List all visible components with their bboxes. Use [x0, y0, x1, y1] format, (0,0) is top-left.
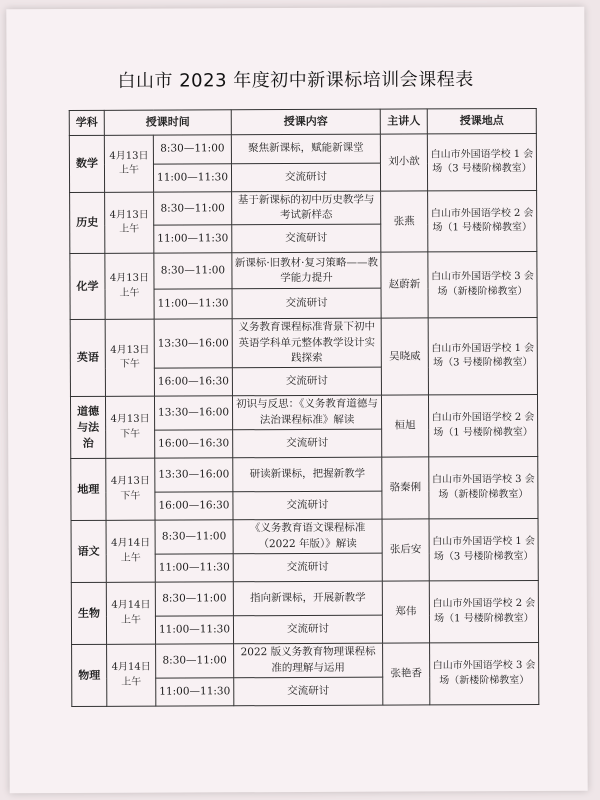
date-text: 4月13日: [109, 273, 150, 285]
table-row: [71, 457, 538, 493]
session1-time: 8:30—11:00: [154, 192, 232, 226]
session2-content: 交流研讨: [234, 677, 383, 706]
date-cell: [106, 458, 155, 520]
period-text: 下午: [119, 358, 140, 371]
header-content: 授课内容: [231, 109, 380, 135]
session1-time: 8:30—11:00: [156, 644, 234, 678]
table-row: [70, 395, 537, 431]
session1-time: 8:30—11:00: [154, 253, 232, 289]
period-text: 上午: [118, 164, 140, 176]
session2-time: 11:00—11:30: [154, 225, 232, 253]
subject-cell: 化学: [70, 254, 105, 320]
table-row: [70, 190, 537, 225]
subject-cell: 英语: [70, 320, 105, 397]
table-row: [71, 581, 538, 617]
session2-time: 11:00—11:30: [155, 554, 233, 582]
speaker-cell: 桓旭: [381, 395, 428, 457]
schedule-table: [69, 108, 540, 707]
table-row: [72, 643, 539, 679]
speaker-cell: 骆秦俐: [382, 457, 429, 519]
location-cell: 白山市外国语学校 2 会场（1 号楼阶梯教室）: [428, 190, 537, 252]
date-text: 4月13日: [110, 344, 150, 356]
period-text: 下午: [120, 428, 141, 440]
speaker-cell: 吴晓威: [381, 318, 428, 395]
location-cell: 白山市外国语学校 1 会场（3 号楼阶梯教室）: [427, 133, 536, 190]
location-cell: 白山市外国语学校 3 会场（新楼阶梯教室）: [428, 252, 537, 318]
session2-content: 交流研讨: [231, 163, 380, 192]
table-row: [70, 252, 537, 290]
table-header-row: [69, 108, 536, 135]
period-text: 上午: [121, 676, 142, 688]
date-cell: [105, 254, 154, 320]
session1-content: 指向新课标，开展新教学: [233, 581, 382, 616]
subject-cell: 语文: [71, 520, 106, 582]
location-cell: 白山市外国语学校 3 会场（新楼阶梯教室）: [429, 457, 538, 519]
date-cell: [106, 582, 155, 644]
speaker-cell: 张燕: [381, 191, 428, 253]
header-time: 授课时间: [104, 110, 231, 136]
subject-cell: 地理: [71, 458, 106, 520]
session2-time: 11:00—11:30: [154, 289, 232, 319]
subject-cell: 数学: [69, 135, 104, 192]
date-text: 4月13日: [110, 413, 150, 425]
session2-content: 交流研讨: [232, 289, 381, 320]
location-cell: 白山市外国语学校 1 会场（3 号楼阶梯教室）: [428, 318, 537, 395]
session1-content: 《义务教育语文课程标准（2022 年版）》解读: [233, 519, 382, 554]
period-text: 上午: [120, 552, 141, 564]
speaker-cell: 赵蔚新: [381, 252, 428, 318]
location-cell: 白山市外国语学校 2 会场（1 号楼阶梯教室）: [428, 395, 537, 457]
speaker-cell: 郑伟: [382, 581, 429, 643]
header-location: 授课地点: [427, 108, 536, 133]
session2-time: 11:00—11:30: [153, 164, 231, 192]
period-text: 上午: [120, 614, 141, 626]
date-cell: [105, 320, 154, 397]
subject-cell: 物理: [72, 644, 107, 706]
session1-time: 13:30—16:00: [154, 319, 232, 368]
session1-content: 初识与反思：《义务教育道德与法治课程标准》解读: [232, 395, 381, 430]
date-cell: [106, 520, 155, 582]
period-text: 上午: [119, 287, 140, 299]
session1-time: 8:30—11:00: [155, 582, 233, 616]
table-row: [71, 519, 538, 555]
session1-time: 8:30—11:00: [153, 135, 231, 164]
session1-content: 新课标·旧教材·复习策略——教学能力提升: [232, 253, 381, 290]
table-row: [69, 133, 536, 164]
location-cell: 白山市外国语学校 2 会场（1 号楼阶梯教室）: [429, 581, 538, 643]
speaker-cell: 刘小歆: [380, 134, 427, 191]
session2-content: 交流研讨: [233, 553, 382, 582]
session2-time: 11:00—11:30: [155, 616, 233, 644]
location-cell: 白山市外国语学校 3 会场（新楼阶梯教室）: [430, 643, 539, 705]
subject-cell: 道德与法治: [70, 396, 105, 458]
location-cell: 白山市外国语学校 1 会场（3 号楼阶梯教室）: [429, 519, 538, 581]
session1-content: 义务教育课程标准背景下初中英语学科单元整体教学设计实践探索: [232, 319, 381, 368]
session1-time: 13:30—16:00: [154, 396, 232, 430]
session2-content: 交流研讨: [233, 491, 382, 520]
session2-time: 16:00—16:30: [155, 430, 233, 458]
session1-content: 2022 版义务教育物理课程标准的理解与运用: [234, 643, 383, 678]
date-text: 4月14日: [111, 537, 151, 549]
subject-cell: 生物: [71, 582, 106, 644]
session1-content: 聚焦新课标，赋能新课堂: [231, 134, 380, 164]
page-title: 白山市 2023 年度初中新课标培训会课程表: [117, 69, 474, 92]
session1-content: 基于新课标的初中历史教学与考试新样态: [232, 191, 381, 225]
header-speaker: 主讲人: [380, 109, 427, 134]
paper-sheet: [6, 7, 587, 794]
period-text: 下午: [120, 490, 141, 502]
date-cell: [105, 396, 154, 458]
speaker-cell: 张后安: [382, 519, 429, 581]
date-cell: [105, 192, 154, 254]
date-text: 4月14日: [111, 661, 151, 673]
date-cell: [107, 644, 156, 706]
date-text: 4月13日: [110, 475, 150, 487]
period-text: 上午: [119, 223, 140, 235]
session2-time: 16:00—16:30: [155, 492, 233, 520]
table-row: [70, 318, 537, 369]
date-cell: [104, 135, 153, 192]
subject-cell: 历史: [70, 192, 105, 254]
session2-content: 交流研讨: [233, 429, 382, 458]
speaker-cell: 张艳香: [383, 643, 430, 705]
session1-content: 研读新课标，把握新教学: [233, 457, 382, 492]
session2-content: 交流研讨: [233, 615, 382, 644]
session2-time: 16:00—16:30: [154, 368, 232, 396]
session1-time: 8:30—11:00: [155, 520, 233, 554]
header-subject: 学科: [69, 110, 104, 135]
date-text: 4月13日: [109, 209, 149, 221]
session2-content: 交流研讨: [232, 367, 381, 396]
schedule-body: [69, 133, 538, 706]
session1-time: 13:30—16:00: [155, 458, 233, 492]
date-text: 4月14日: [111, 599, 151, 611]
session2-time: 11:00—11:30: [156, 678, 234, 706]
date-text: 4月13日: [109, 150, 149, 162]
session2-content: 交流研讨: [232, 225, 381, 254]
